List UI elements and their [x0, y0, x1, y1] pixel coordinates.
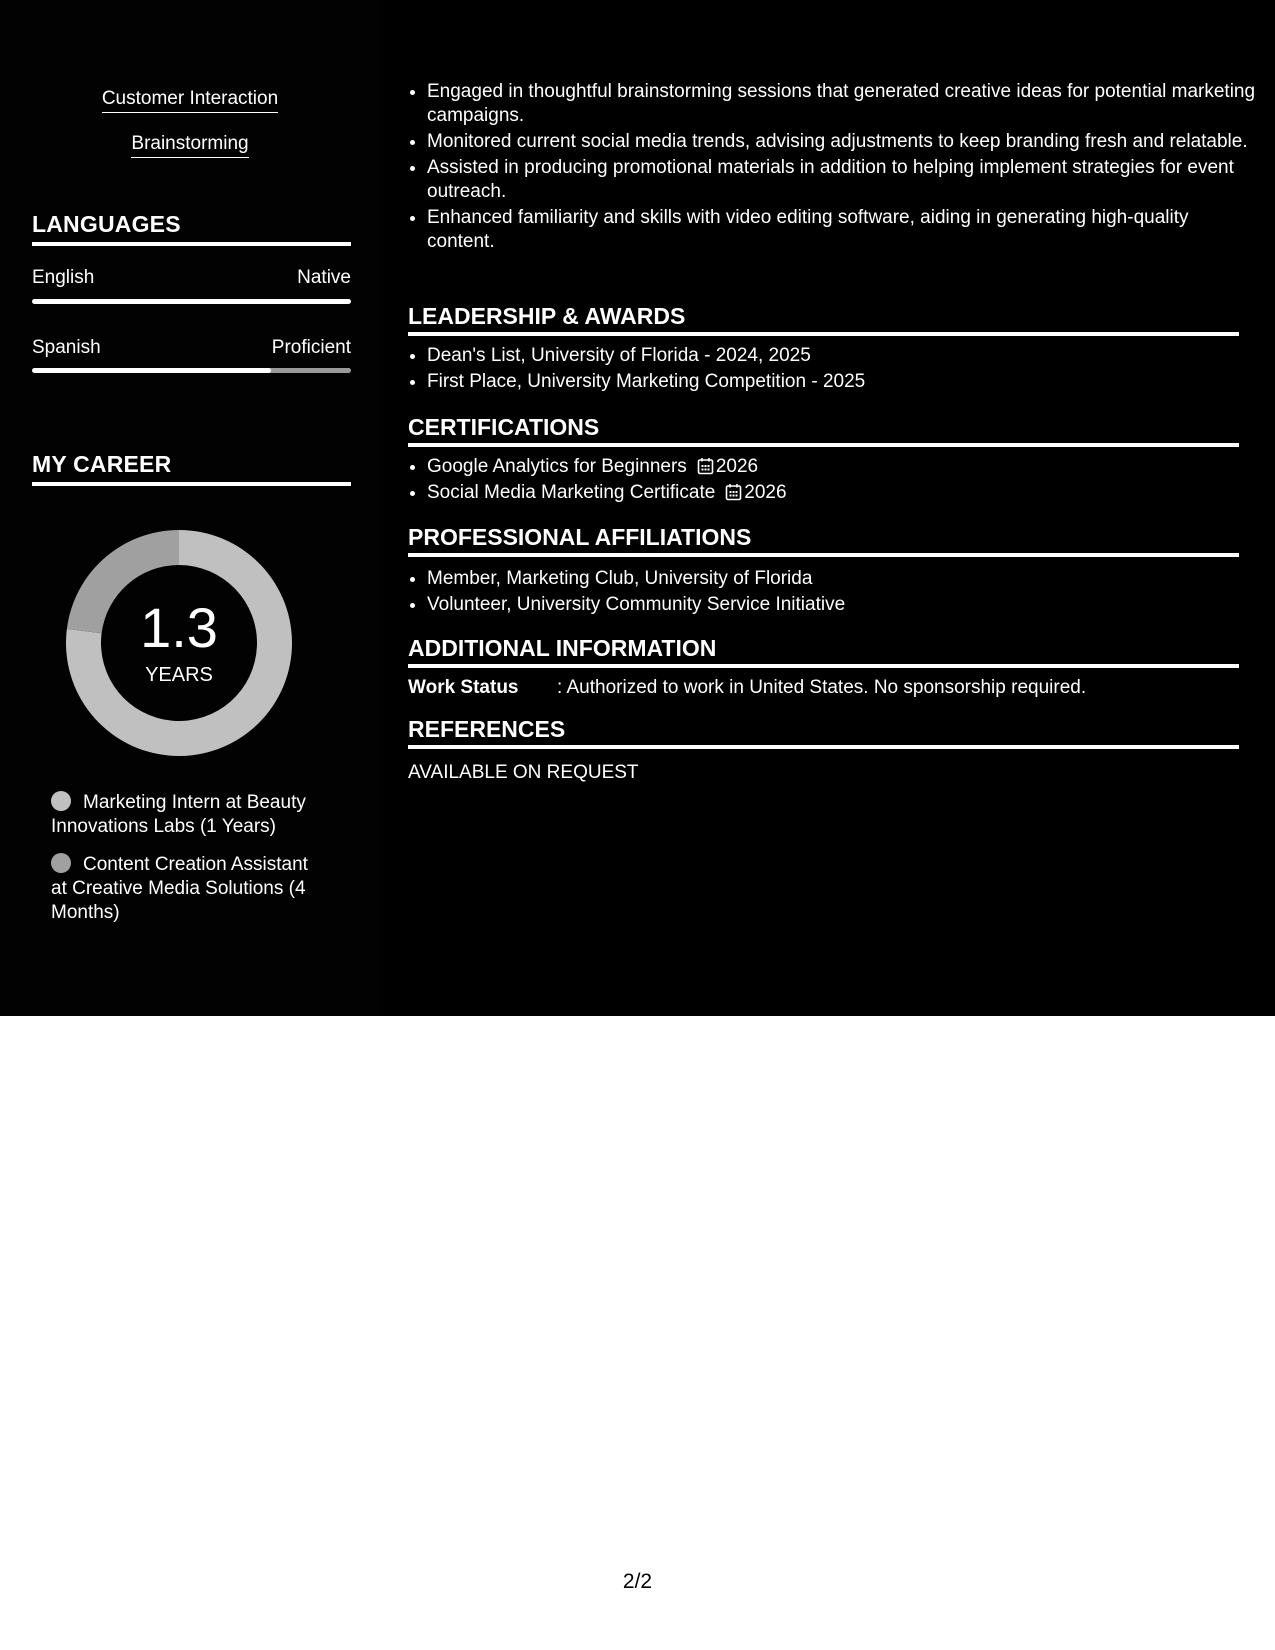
language-name: Spanish: [32, 337, 101, 358]
legend-dot: [51, 791, 71, 811]
work-status-label: Work Status: [408, 677, 519, 698]
list-item: • Social Media Marketing Certificate 2026: [427, 481, 1258, 505]
language-level: Proficient: [271, 337, 351, 358]
language-name: English: [32, 267, 95, 288]
skill-item: Customer Interaction: [0, 88, 380, 113]
list-item: • Monitored current social media trends, advising adjustments to keep branding fresh and relatable.: [427, 130, 1258, 154]
sidebar: [0, 0, 380, 1016]
list-item: • Google Analytics for Beginners 2026: [427, 455, 1258, 479]
language-proficiency-bar: [32, 299, 351, 304]
references-text: AVAILABLE ON REQUEST: [408, 762, 639, 783]
career-years-label: YEARS: [145, 664, 213, 686]
legend-dot: [51, 853, 71, 873]
skill-item: Brainstorming: [0, 133, 380, 158]
references-heading: REFERENCES: [408, 716, 1239, 749]
list-item: • Dean's List, University of Florida - 2024, 2025: [427, 344, 1258, 368]
career-total-years: 1.3: [140, 596, 218, 659]
list-item: • Member, Marketing Club, University of Florida: [427, 567, 1258, 591]
certifications-heading: CERTIFICATIONS: [408, 414, 1239, 447]
list-item: • Enhanced familiarity and skills with video editing software, aiding in generating high-quality content.: [427, 206, 1258, 254]
page-number: 2/2: [622, 1570, 653, 1593]
calendar-icon: [697, 457, 714, 475]
certifications-list: [408, 455, 1258, 507]
affiliations-heading: PROFESSIONAL AFFILIATIONS: [408, 524, 1239, 557]
experience-bullets: [408, 80, 1258, 256]
language-level: Native: [297, 267, 351, 288]
languages-heading: LANGUAGES: [32, 211, 351, 246]
list-item: • Assisted in producing promotional materials in addition to helping implement strategies for event outreach.: [427, 156, 1258, 204]
list-item: • Volunteer, University Community Service Initiative: [427, 593, 1258, 617]
calendar-icon: [725, 483, 742, 501]
language-proficiency-bar: [32, 368, 351, 373]
list-item: • Engaged in thoughtful brainstorming sessions that generated creative ideas for potential marketing campaigns.: [427, 80, 1258, 128]
career-legend-item: Marketing Intern at Beauty Innovations Labs (1 Years): [51, 792, 306, 837]
additional-info-heading: ADDITIONAL INFORMATION: [408, 635, 1239, 668]
certification-year: 2026: [715, 456, 759, 477]
leadership-heading: LEADERSHIP & AWARDS: [408, 303, 1239, 336]
leadership-list: [408, 344, 1258, 396]
affiliations-list: [408, 567, 1258, 619]
certification-year: 2026: [744, 482, 787, 503]
work-status-value: : Authorized to work in United States. No sponsorship required.: [557, 677, 1087, 698]
career-heading: MY CAREER: [32, 451, 351, 486]
list-item: • First Place, University Marketing Competition - 2025: [427, 370, 1258, 394]
career-legend-item: Content Creation Assistant at Creative Media Solutions (4 Months): [51, 854, 308, 923]
